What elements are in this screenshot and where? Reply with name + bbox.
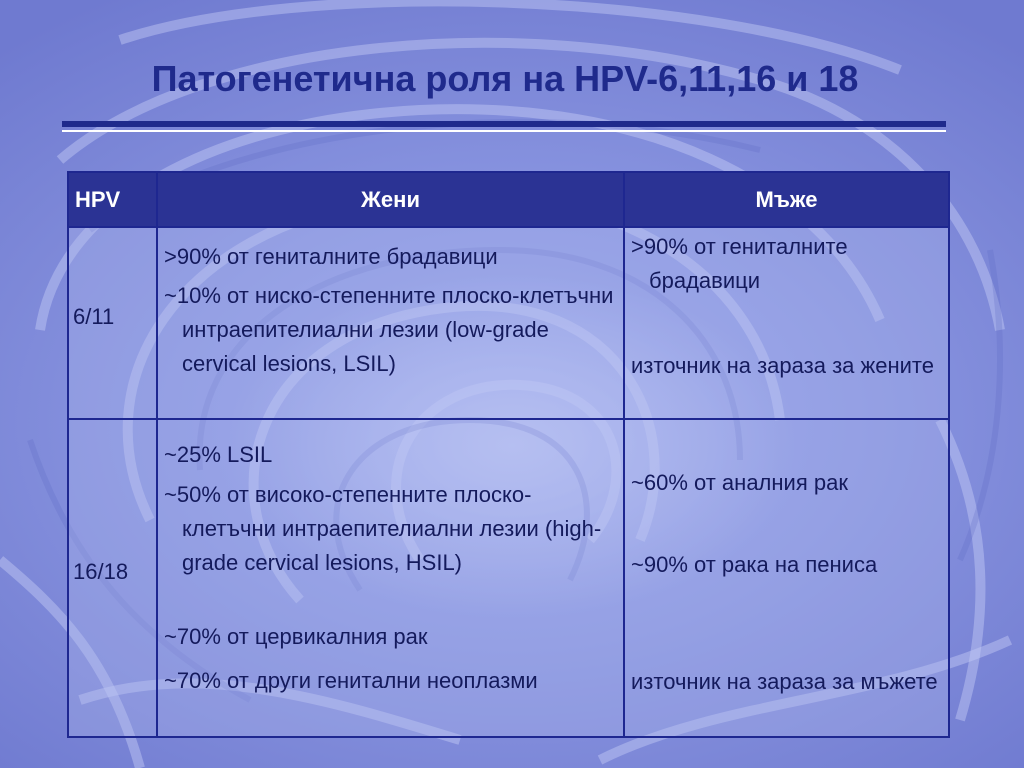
- header-hpv: HPV: [68, 172, 157, 227]
- hpv-type-cell: [68, 227, 157, 419]
- women-item: ~10% от ниско-степенните плоско-клетъчни интраепителиални лезии (low-grade cervical lesions, LSIL): [164, 283, 614, 376]
- women-item: ~70% от цервикалния рак: [164, 624, 428, 649]
- women-item: >90% от гениталните брадавици: [164, 244, 498, 269]
- men-item: източник на зараза за мъжете: [631, 669, 938, 694]
- women-cell: [157, 419, 624, 737]
- table-header-row: [68, 172, 949, 227]
- men-cell: [624, 419, 949, 737]
- header-women: Жени: [157, 172, 624, 227]
- hpv-type-cell: [68, 419, 157, 737]
- table-row: [68, 227, 949, 419]
- table-row: [68, 419, 949, 737]
- women-item: ~25% LSIL: [164, 442, 273, 467]
- women-item: ~70% от други генитални неоплазми: [164, 668, 538, 693]
- hpv-role-table: [67, 171, 950, 738]
- men-item: >90% от гениталните брадавици: [631, 234, 848, 293]
- title-divider: [62, 121, 946, 127]
- hpv-type-label: 16/18: [73, 559, 129, 584]
- title-divider-highlight: [62, 130, 946, 132]
- women-cell: [157, 227, 624, 419]
- women-item: ~50% от високо-степенните плоско-клетъчни интраепителиални лезии (high-grade cervical lesions, HSIL): [164, 482, 602, 575]
- slide-title: Патогенетична роля на HPV-6,11,16 и 18: [151, 58, 859, 99]
- men-item: източник на зараза за жените: [631, 353, 934, 378]
- men-item: ~90% от рака на пениса: [631, 552, 878, 577]
- men-cell: [624, 227, 949, 419]
- men-item: ~60% от аналния рак: [631, 470, 848, 495]
- hpv-type-label: 6/11: [73, 304, 115, 329]
- header-men: Мъже: [624, 172, 949, 227]
